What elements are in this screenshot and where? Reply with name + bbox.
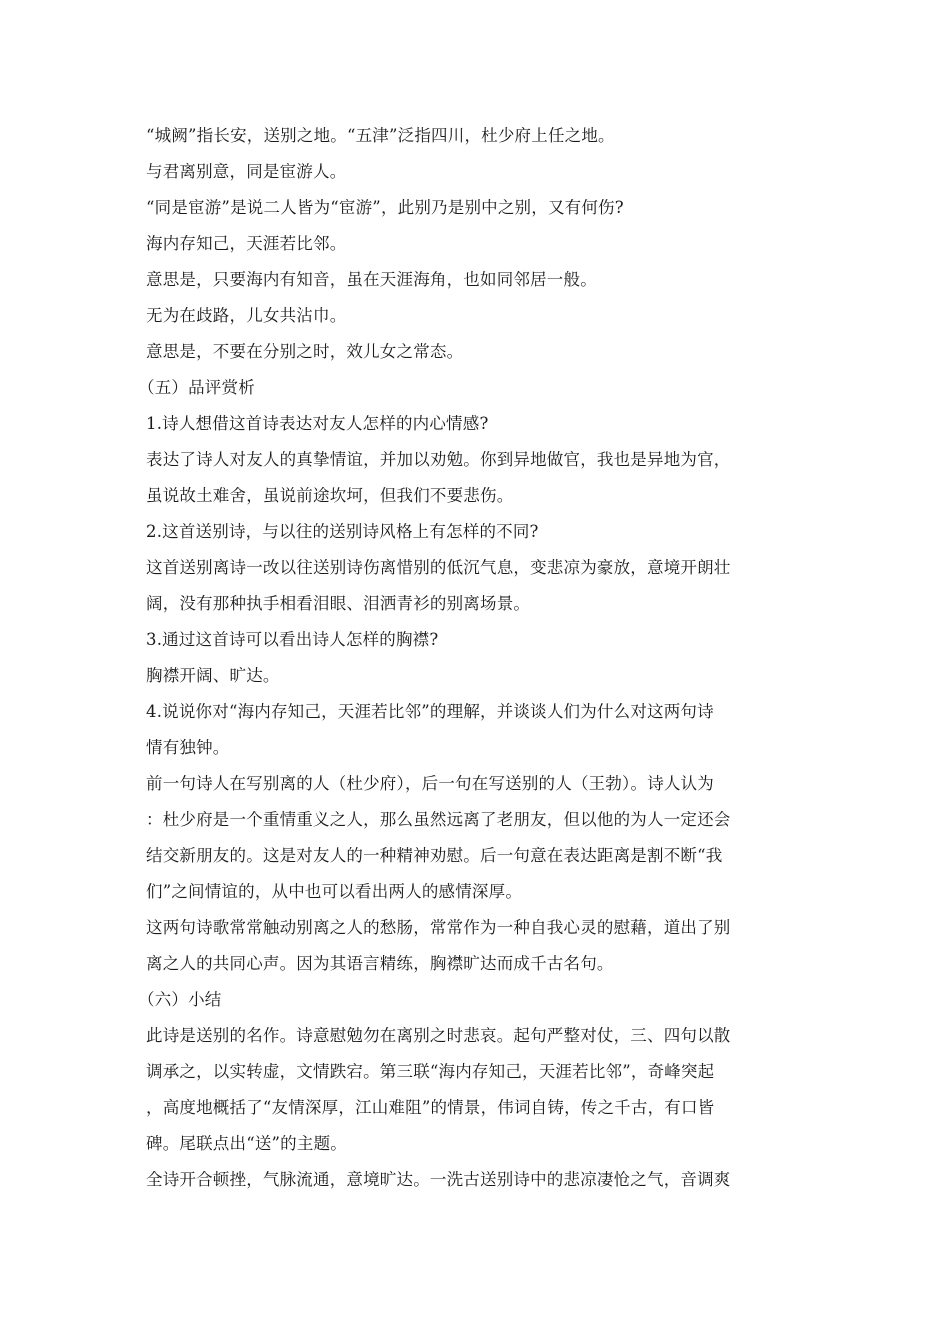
text-line: ，高度地概括了“友情深厚，江山难阻”的情景，伟词自铸，传之千古，有口皆 [146,1098,715,1117]
question-line: 1.诗人想借这首诗表达对友人怎样的内心情感? [146,414,489,433]
text-line: 碑。尾联点出“送”的主题。 [146,1134,347,1153]
question-line: 4.说说你对“海内存知己，天涯若比邻”的理解，并谈谈人们为什么对这两句诗 [146,702,714,721]
text-line: 结交新朋友的。这是对友人的一种精神劝慰。后一句意在表达距离是割不断“我 [146,846,723,865]
question-line: 3.通过这首诗可以看出诗人怎样的胸襟? [146,630,439,649]
section-heading: （五）品评赏析 [138,378,255,397]
text-line: 这两句诗歌常常触动别离之人的愁肠，常常作为一种自我心灵的慰藉，道出了别 [146,918,731,937]
text-line: 情有独钟。 [146,738,230,757]
text-line: “同是宦游”是说二人皆为“宦游”，此别乃是别中之别，又有何伤? [146,198,624,217]
text-line: 前一句诗人在写别离的人（杜少府），后一句在写送别的人（王勃）。诗人认为 [146,774,714,793]
text-line: 离之人的共同心声。因为其语言精练，胸襟旷达而成千古名句。 [146,954,614,973]
text-line: 调承之，以实转虚，文情跌宕。第三联“海内存知己，天涯若比邻”，奇峰突起 [146,1062,715,1081]
section-heading: （六）小结 [138,990,222,1009]
text-line: ：杜少府是一个重情重义之人，那么虽然远离了老朋友，但以他的为人一定还会 [146,810,731,829]
text-line: “城阙”指长安，送别之地。“五津”泛指四川，杜少府上任之地。 [146,126,615,145]
text-line: 这首送别离诗一改以往送别诗伤离惜别的低沉气息，变悲凉为豪放，意境开朗壮 [146,558,731,577]
text-line: 意思是，不要在分别之时，效儿女之常态。 [146,342,464,361]
text-line: 无为在歧路，儿女共沾巾。 [146,306,347,325]
text-line: 表达了诗人对友人的真挚情谊，并加以劝勉。你到异地做官，我也是异地为官， [146,450,731,469]
text-line: 海内存知己，天涯若比邻。 [146,234,347,253]
text-line: 意思是，只要海内有知音，虽在天涯海角，也如同邻居一般。 [146,270,597,289]
text-line: 胸襟开阔、旷达。 [146,666,280,685]
text-line: 虽说故土难舍，虽说前途坎坷，但我们不要悲伤。 [146,486,514,505]
text-line: 们”之间情谊的，从中也可以看出两人的感情深厚。 [146,882,523,901]
text-line: 与君离别意，同是宦游人。 [146,162,347,181]
question-line: 2.这首送别诗，与以往的送别诗风格上有怎样的不同? [146,522,539,541]
text-line: 阔，没有那种执手相看泪眼、泪洒青衫的别离场景。 [146,594,531,613]
text-line: 全诗开合顿挫，气脉流通，意境旷达。一洗古送别诗中的悲凉凄怆之气，音调爽 [146,1170,731,1189]
text-line: 此诗是送别的名作。诗意慰勉勿在离别之时悲哀。起句严整对仗，三、四句以散 [146,1026,731,1045]
